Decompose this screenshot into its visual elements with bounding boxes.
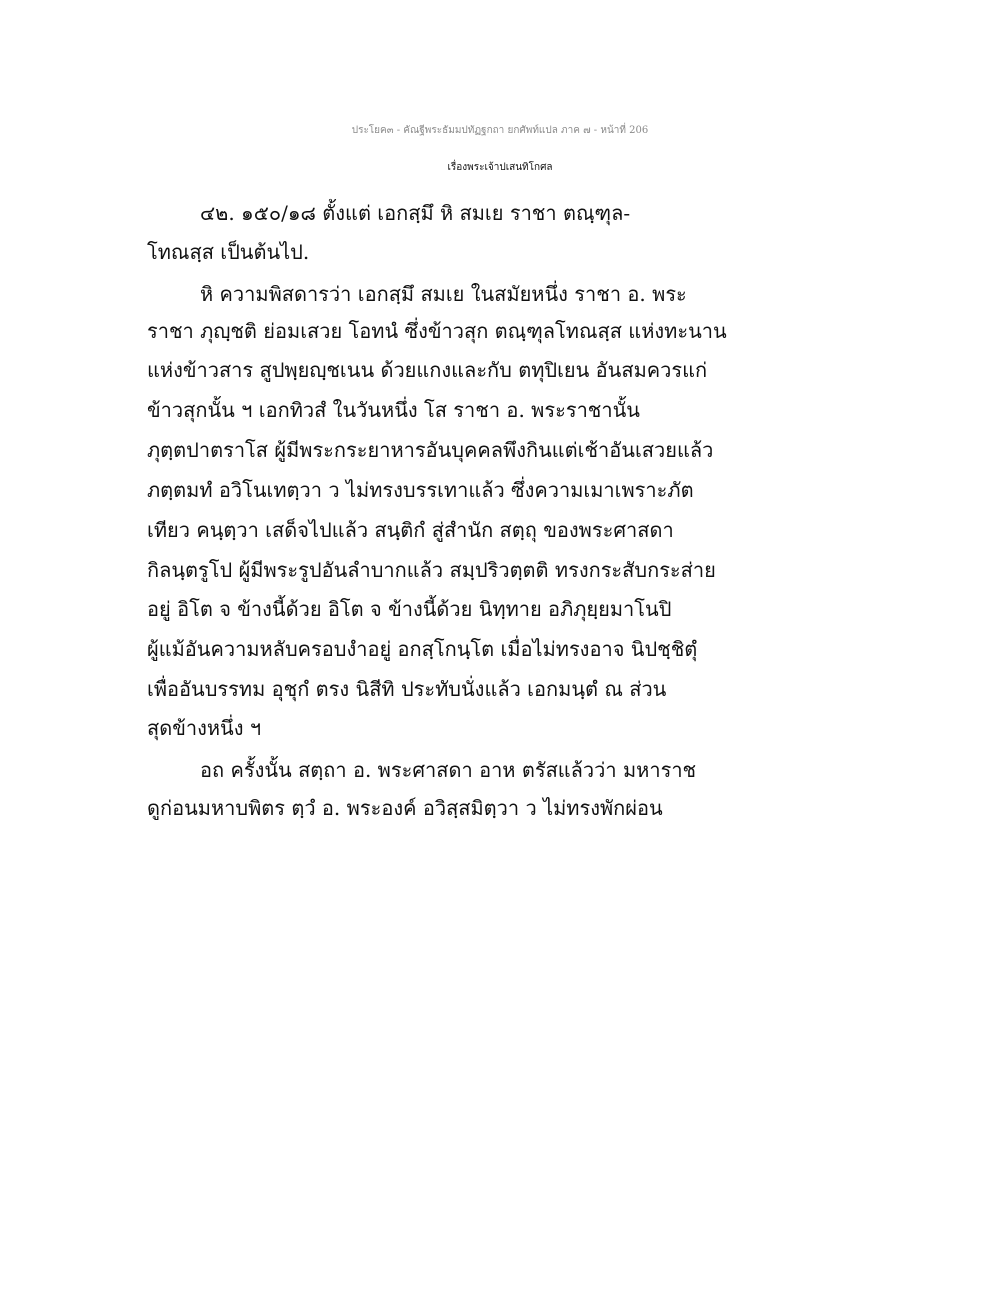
text-line: ภุตฺตปาตราโส ผู้มีพระกระยาหารอันบุคคลพึงกินแต่เช้าอันเสวยแล้ว (147, 438, 714, 462)
text-line: ภตฺตมทํ อวิโนเทตฺวา ว ไม่ทรงบรรเทาแล้ว ซึ่งความเมาเพราะภัต (147, 478, 694, 502)
story-title: เรื่องพระเจ้าปเสนทิโกศล (447, 162, 553, 173)
text-line: เทียว คนฺตฺวา เสด็จไปแล้ว สนฺติกํ สู่สำนัก สตฺถุ ของพระศาสดา (147, 518, 674, 542)
page-header: ประโยค๓ - คัณฐีพระธัมมปทัฏฐกถา ยกศัพท์แปล ภาค ๗ - หน้าที่ 206 (351, 125, 649, 136)
text-line: หิ ความพิสดารว่า เอกสฺมึ สมเย ในสมัยหนึ่ง ราชา อ. พระ (200, 282, 687, 306)
text-line: แห่งข้าวสาร สูปพฺยญฺชเนน ด้วยแกงและกับ ตทุปิเยน อันสมควรแก่ (147, 358, 708, 382)
text-line: ดูก่อนมหาบพิตร ตฺวํ อ. พระองค์ อวิสฺสมิตฺวา ว ไม่ทรงพักผ่อน (147, 796, 663, 820)
text-line: ๔๒. ๑๕๐/๑๘ ตั้งแต่ เอกสฺมึ หิ สมเย ราชา ตณฺฑุล- (200, 201, 631, 225)
text-line: อถ ครั้งนั้น สตฺถา อ. พระศาสดา อาห ตรัสแล้วว่า มหาราช (200, 758, 697, 782)
text-line: เพื่ออันบรรทม อุชุกํ ตรง นิสีทิ ประทับนั่งแล้ว เอกมนฺตํ ณ ส่วน (147, 677, 667, 701)
text-line: ผู้แม้อันความหลับครอบงำอยู่ อกสฺโกนฺโต เมื่อไม่ทรงอาจ นิปชฺชิตุํ (147, 637, 698, 661)
text-line: สุดข้างหนึ่ง ฯ (147, 716, 262, 740)
text-line: อยู่ อิโต จ ข้างนี้ด้วย อิโต จ ข้างนี้ด้วย นิทฺทาย อภิภุยฺยมาโนปิ (147, 597, 672, 621)
text-line: ข้าวสุกนั้น ฯ เอกทิวสํ ในวันหนึ่ง โส ราชา อ. พระราชานั้น (147, 398, 640, 422)
text-line: โทณสฺส เป็นต้นไป. (147, 240, 310, 264)
text-line: กิลนฺตรูโป ผู้มีพระรูปอันลำบากแล้ว สมฺปริวตฺตติ ทรงกระสับกระส่าย (147, 558, 716, 582)
text-line: ราชา ภุญฺชติ ย่อมเสวย โอทนํ ซึ่งข้าวสุก ตณฺฑุลโทณสฺส แห่งทะนาน (147, 319, 727, 343)
